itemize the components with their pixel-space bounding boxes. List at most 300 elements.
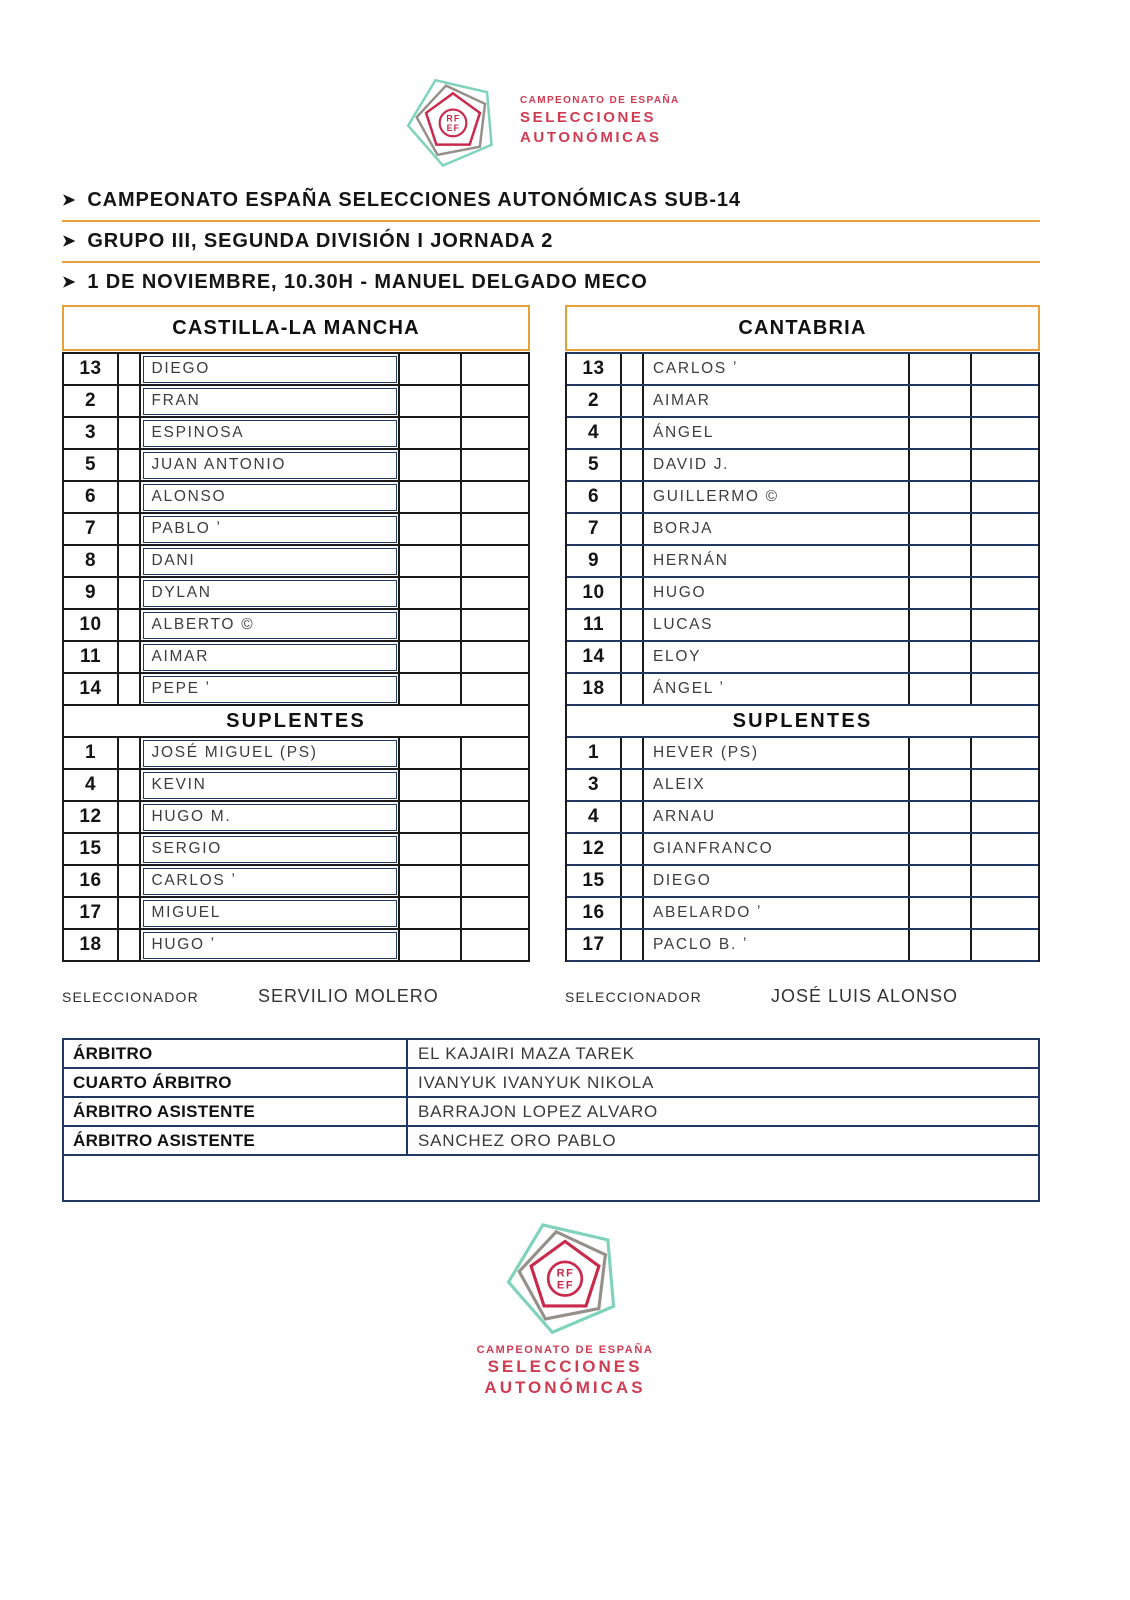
empty-cell	[622, 610, 644, 640]
empty-cell	[119, 610, 141, 640]
player-name-box	[644, 610, 908, 640]
logo-tagline-line2: AUTONÓMICAS	[484, 1378, 646, 1397]
arrow-icon: ➤	[62, 191, 77, 209]
empty-cell	[972, 642, 1038, 672]
header-block	[62, 189, 1040, 310]
header-line-date-venue	[62, 271, 1040, 302]
player-row	[567, 514, 1038, 546]
seleccionador-castilla-la-mancha	[62, 986, 530, 1007]
player-number: 4	[567, 418, 622, 448]
empty-cell	[910, 578, 972, 608]
player-name-box	[644, 546, 908, 576]
player-name: SERGIO	[151, 840, 222, 857]
player-row	[64, 482, 528, 514]
empty-cell	[972, 514, 1038, 544]
player-name-cell	[644, 834, 910, 864]
player-name-cell	[644, 514, 910, 544]
empty-cell	[910, 770, 972, 800]
player-number: 5	[567, 450, 622, 480]
team-name-header: CANTABRIA	[565, 305, 1040, 351]
player-row	[567, 738, 1038, 770]
empty-cell	[462, 802, 528, 832]
empty-cell	[119, 802, 141, 832]
official-value: EL KAJAIRI MAZA TAREK	[418, 1043, 635, 1063]
player-number: 1	[64, 738, 119, 768]
player-name-cell	[141, 610, 400, 640]
team-name-header: CASTILLA-LA MANCHA	[62, 305, 530, 351]
empty-cell	[400, 578, 462, 608]
player-name-cell	[141, 898, 400, 928]
player-number: 17	[567, 930, 622, 960]
empty-cell	[910, 674, 972, 704]
player-name-cell	[644, 738, 910, 768]
player-number: 15	[64, 834, 119, 864]
empty-cell	[972, 802, 1038, 832]
player-name: AIMAR	[151, 648, 210, 665]
header-line-competition	[62, 189, 1040, 222]
player-number: 4	[567, 802, 622, 832]
suplentes-header: SUPLENTES	[567, 706, 1038, 738]
player-row	[567, 482, 1038, 514]
empty-cell	[972, 354, 1038, 384]
player-name-cell	[644, 386, 910, 416]
player-number: 7	[64, 514, 119, 544]
empty-cell	[119, 482, 141, 512]
player-name-cell	[644, 610, 910, 640]
player-name: CARLOS ʼ	[653, 360, 739, 377]
bottom-logo	[0, 1212, 1130, 1398]
empty-cell	[910, 866, 972, 896]
player-name: FRAN	[151, 392, 201, 409]
player-name: DANI	[151, 552, 196, 569]
player-row	[64, 770, 528, 802]
empty-cell	[972, 482, 1038, 512]
group-title: GRUPO III, SEGUNDA DIVISIÓN I JORNADA 2	[87, 230, 554, 252]
svg-text:RF: RF	[446, 113, 461, 124]
seleccionador-name: SERVILIO MOLERO	[258, 986, 439, 1006]
player-name: ÁNGEL ʼ	[653, 680, 725, 697]
logo-tagline-line1: SELECCIONES	[520, 108, 657, 126]
player-number: 12	[64, 802, 119, 832]
logo-tagline-small: CAMPEONATO DE ESPAÑA	[476, 1344, 654, 1356]
player-row	[567, 546, 1038, 578]
empty-cell	[462, 482, 528, 512]
official-row	[64, 1069, 1038, 1098]
player-number: 18	[567, 674, 622, 704]
player-name: DYLAN	[151, 584, 212, 601]
empty-cell	[910, 386, 972, 416]
empty-cell	[622, 482, 644, 512]
empty-cell	[622, 514, 644, 544]
player-number: 4	[64, 770, 119, 800]
arrow-icon: ➤	[62, 273, 77, 291]
svg-text:RF: RF	[556, 1267, 575, 1280]
player-name-cell	[141, 354, 400, 384]
empty-cell	[400, 866, 462, 896]
empty-cell	[622, 898, 644, 928]
player-name-box	[143, 804, 397, 831]
player-name-box	[644, 450, 908, 480]
player-name-cell	[644, 898, 910, 928]
empty-cell	[400, 546, 462, 576]
official-label: ÁRBITRO ASISTENTE	[64, 1098, 408, 1125]
player-name-cell	[141, 482, 400, 512]
empty-cell	[910, 898, 972, 928]
player-row	[567, 930, 1038, 962]
empty-cell	[622, 546, 644, 576]
player-row	[64, 866, 528, 898]
empty-cell	[400, 930, 462, 960]
seleccionador-cantabria	[565, 986, 1040, 1007]
logo-tagline-line1: SELECCIONES	[487, 1357, 643, 1376]
empty-cell	[910, 450, 972, 480]
player-name: DIEGO	[653, 872, 712, 889]
empty-cell	[972, 866, 1038, 896]
logo-tagline	[520, 95, 680, 146]
player-name: ESPINOSA	[151, 424, 245, 441]
empty-cell	[910, 546, 972, 576]
team-table-cantabria	[565, 305, 1040, 962]
player-name-cell	[141, 386, 400, 416]
player-row	[64, 674, 528, 706]
player-number: 16	[64, 866, 119, 896]
empty-cell	[400, 834, 462, 864]
competition-title: CAMPEONATO ESPAÑA SELECCIONES AUTONÓMICAS SUB-14	[87, 189, 741, 211]
arrow-icon: ➤	[62, 232, 77, 250]
player-name-box	[644, 354, 908, 384]
empty-cell	[972, 898, 1038, 928]
player-name: ALBERTO ©	[151, 616, 255, 633]
player-name: AIMAR	[653, 392, 711, 409]
empty-cell	[462, 610, 528, 640]
player-name-cell	[141, 930, 400, 960]
empty-cell	[462, 354, 528, 384]
empty-cell	[462, 450, 528, 480]
empty-cell	[462, 418, 528, 448]
player-row	[64, 898, 528, 930]
empty-cell	[462, 674, 528, 704]
player-name: PACLO B. ʼ	[653, 936, 749, 953]
player-name: HERNÁN	[653, 552, 729, 569]
suplentes-header: SUPLENTES	[64, 706, 528, 738]
empty-cell	[119, 866, 141, 896]
empty-cell	[462, 642, 528, 672]
player-name-box	[644, 386, 908, 416]
player-row	[64, 546, 528, 578]
player-name-cell	[141, 674, 400, 704]
empty-cell	[119, 898, 141, 928]
empty-cell	[119, 546, 141, 576]
player-name-box	[143, 868, 397, 895]
player-name-cell	[141, 642, 400, 672]
empty-cell	[400, 418, 462, 448]
empty-cell	[462, 578, 528, 608]
player-name: HEVER (PS)	[653, 744, 759, 761]
logo-tagline-small: CAMPEONATO DE ESPAÑA	[520, 94, 680, 106]
official-row	[64, 1040, 1038, 1069]
date-venue: 1 DE NOVIEMBRE, 10.30H - MANUEL DELGADO MECO	[87, 271, 648, 293]
player-name-cell	[644, 770, 910, 800]
empty-cell	[622, 930, 644, 960]
empty-cell	[622, 770, 644, 800]
player-name: PEPE ʼ	[151, 680, 211, 697]
empty-cell	[622, 418, 644, 448]
empty-cell	[622, 642, 644, 672]
empty-cell	[622, 866, 644, 896]
player-number: 3	[64, 418, 119, 448]
empty-cell	[972, 738, 1038, 768]
player-name-cell	[141, 770, 400, 800]
empty-cell	[622, 802, 644, 832]
lineups-section	[62, 305, 1040, 962]
player-name: HUGO ʼ	[151, 936, 216, 953]
player-row	[64, 642, 528, 674]
player-row	[567, 770, 1038, 802]
official-label: ÁRBITRO	[64, 1040, 408, 1067]
player-row	[64, 610, 528, 642]
official-row	[64, 1127, 1038, 1156]
empty-cell	[462, 770, 528, 800]
empty-cell	[972, 770, 1038, 800]
empty-cell	[910, 834, 972, 864]
players-table	[565, 352, 1040, 962]
player-row	[567, 898, 1038, 930]
player-name: ALONSO	[151, 488, 227, 505]
logo-tagline-line2: AUTONÓMICAS	[520, 128, 662, 146]
empty-cell	[400, 610, 462, 640]
player-row	[567, 674, 1038, 706]
empty-cell	[400, 738, 462, 768]
empty-cell	[622, 738, 644, 768]
player-row	[64, 930, 528, 962]
player-name: JUAN ANTONIO	[151, 456, 287, 473]
player-name-cell	[644, 642, 910, 672]
player-number: 2	[567, 386, 622, 416]
player-name-cell	[141, 514, 400, 544]
player-name-box	[143, 356, 397, 383]
empty-cell	[972, 450, 1038, 480]
player-number: 15	[567, 866, 622, 896]
player-name-box	[644, 770, 908, 800]
empty-cell	[119, 354, 141, 384]
rfef-pentagon-icon	[402, 70, 504, 170]
empty-cell	[972, 578, 1038, 608]
empty-cell	[972, 418, 1038, 448]
player-name-cell	[644, 866, 910, 896]
empty-cell	[462, 546, 528, 576]
player-name-box	[143, 772, 397, 799]
player-name-box	[644, 674, 908, 704]
player-name-box	[644, 834, 908, 864]
player-name-cell	[644, 930, 910, 960]
player-name: ELOY	[653, 648, 702, 665]
header-line-group	[62, 230, 1040, 263]
player-name-box	[143, 484, 397, 511]
player-name-box	[644, 482, 908, 512]
empty-cell	[462, 866, 528, 896]
player-row	[567, 418, 1038, 450]
player-name: DIEGO	[151, 360, 210, 377]
official-value: SANCHEZ ORO PABLO	[418, 1130, 617, 1150]
player-name-cell	[141, 578, 400, 608]
player-name-box	[644, 578, 908, 608]
official-value: BARRAJON LOPEZ ALVARO	[418, 1101, 659, 1121]
player-name-box	[143, 644, 397, 671]
player-name-box	[644, 898, 908, 928]
player-name: BORJA	[653, 520, 714, 537]
player-number: 14	[567, 642, 622, 672]
player-name-cell	[644, 578, 910, 608]
player-number: 10	[64, 610, 119, 640]
player-name-cell	[644, 482, 910, 512]
player-name-cell	[141, 802, 400, 832]
empty-cell	[119, 578, 141, 608]
empty-cell	[400, 898, 462, 928]
player-number: 7	[567, 514, 622, 544]
svg-text:EF: EF	[556, 1279, 575, 1292]
empty-cell	[972, 610, 1038, 640]
player-number: 14	[64, 674, 119, 704]
player-name-box	[143, 516, 397, 543]
player-name-box	[143, 580, 397, 607]
player-name-cell	[141, 834, 400, 864]
player-name-cell	[141, 546, 400, 576]
player-name: LUCAS	[653, 616, 714, 633]
player-name: HUGO M.	[151, 808, 232, 825]
player-name-box	[143, 932, 397, 959]
player-row	[567, 354, 1038, 386]
player-row	[567, 450, 1038, 482]
player-number: 9	[567, 546, 622, 576]
empty-cell	[462, 738, 528, 768]
player-row	[567, 834, 1038, 866]
empty-cell	[400, 482, 462, 512]
player-number: 11	[567, 610, 622, 640]
player-name-box	[644, 642, 908, 672]
seleccionador-label: SELECCIONADOR	[565, 989, 702, 1005]
empty-cell	[910, 482, 972, 512]
player-name-cell	[141, 738, 400, 768]
player-name: ARNAU	[653, 808, 716, 825]
empty-cell	[400, 354, 462, 384]
player-number: 9	[64, 578, 119, 608]
player-name: JOSÉ MIGUEL (PS)	[151, 744, 318, 761]
empty-cell	[400, 386, 462, 416]
player-name-cell	[141, 418, 400, 448]
empty-cell	[119, 386, 141, 416]
player-number: 10	[567, 578, 622, 608]
empty-cell	[622, 674, 644, 704]
player-row	[64, 514, 528, 546]
player-name-cell	[644, 354, 910, 384]
empty-cell	[119, 514, 141, 544]
player-name-box	[143, 548, 397, 575]
empty-cell	[972, 386, 1038, 416]
player-name-box	[644, 738, 908, 768]
player-number: 2	[64, 386, 119, 416]
players-table	[62, 352, 530, 962]
player-row	[64, 738, 528, 770]
player-name-box	[644, 514, 908, 544]
player-row	[567, 578, 1038, 610]
player-row	[567, 610, 1038, 642]
player-name-box	[644, 418, 908, 448]
official-empty-row	[64, 1156, 1038, 1200]
player-name-cell	[644, 802, 910, 832]
player-name-cell	[141, 866, 400, 896]
player-name-cell	[644, 546, 910, 576]
empty-cell	[622, 578, 644, 608]
player-number: 18	[64, 930, 119, 960]
empty-cell	[119, 770, 141, 800]
player-name-box	[143, 740, 397, 767]
player-name-cell	[141, 450, 400, 480]
empty-cell	[462, 930, 528, 960]
player-number: 5	[64, 450, 119, 480]
player-row	[64, 834, 528, 866]
empty-cell	[622, 354, 644, 384]
empty-cell	[910, 642, 972, 672]
player-name: PABLO ʼ	[151, 520, 222, 537]
empty-cell	[910, 354, 972, 384]
player-row	[64, 418, 528, 450]
empty-cell	[119, 738, 141, 768]
empty-cell	[462, 386, 528, 416]
player-name-box	[644, 866, 908, 896]
empty-cell	[400, 450, 462, 480]
empty-cell	[462, 898, 528, 928]
player-number: 6	[64, 482, 119, 512]
empty-cell	[119, 418, 141, 448]
official-label: CUARTO ÁRBITRO	[64, 1069, 408, 1096]
empty-cell	[622, 834, 644, 864]
player-row	[567, 866, 1038, 898]
official-label: ÁRBITRO ASISTENTE	[64, 1127, 408, 1154]
seleccionador-row	[62, 986, 1040, 1007]
empty-cell	[910, 610, 972, 640]
empty-cell	[972, 546, 1038, 576]
player-name: MIGUEL	[151, 904, 222, 921]
player-name: GUILLERMO ©	[653, 488, 779, 505]
player-name-cell	[644, 674, 910, 704]
empty-cell	[910, 514, 972, 544]
player-name: DAVID J.	[653, 456, 730, 473]
empty-cell	[119, 674, 141, 704]
empty-cell	[119, 930, 141, 960]
player-number: 8	[64, 546, 119, 576]
rfef-pentagon-icon	[500, 1212, 630, 1338]
official-row	[64, 1098, 1038, 1127]
player-row	[567, 386, 1038, 418]
seleccionador-label: SELECCIONADOR	[62, 989, 199, 1005]
player-name-cell	[644, 418, 910, 448]
empty-cell	[622, 386, 644, 416]
empty-cell	[972, 674, 1038, 704]
player-name-box	[143, 388, 397, 415]
player-name: ABELARDO ʼ	[653, 904, 763, 921]
player-name-box	[143, 900, 397, 927]
player-name: CARLOS ʼ	[151, 872, 237, 889]
player-name: KEVIN	[151, 776, 207, 793]
player-name: ÁNGEL	[653, 424, 715, 441]
player-row	[64, 386, 528, 418]
player-name-box	[143, 836, 397, 863]
empty-cell	[972, 930, 1038, 960]
player-name-box	[644, 930, 908, 960]
empty-cell	[400, 514, 462, 544]
player-number: 6	[567, 482, 622, 512]
official-value: IVANYUK IVANYUK NIKOLA	[418, 1072, 655, 1092]
